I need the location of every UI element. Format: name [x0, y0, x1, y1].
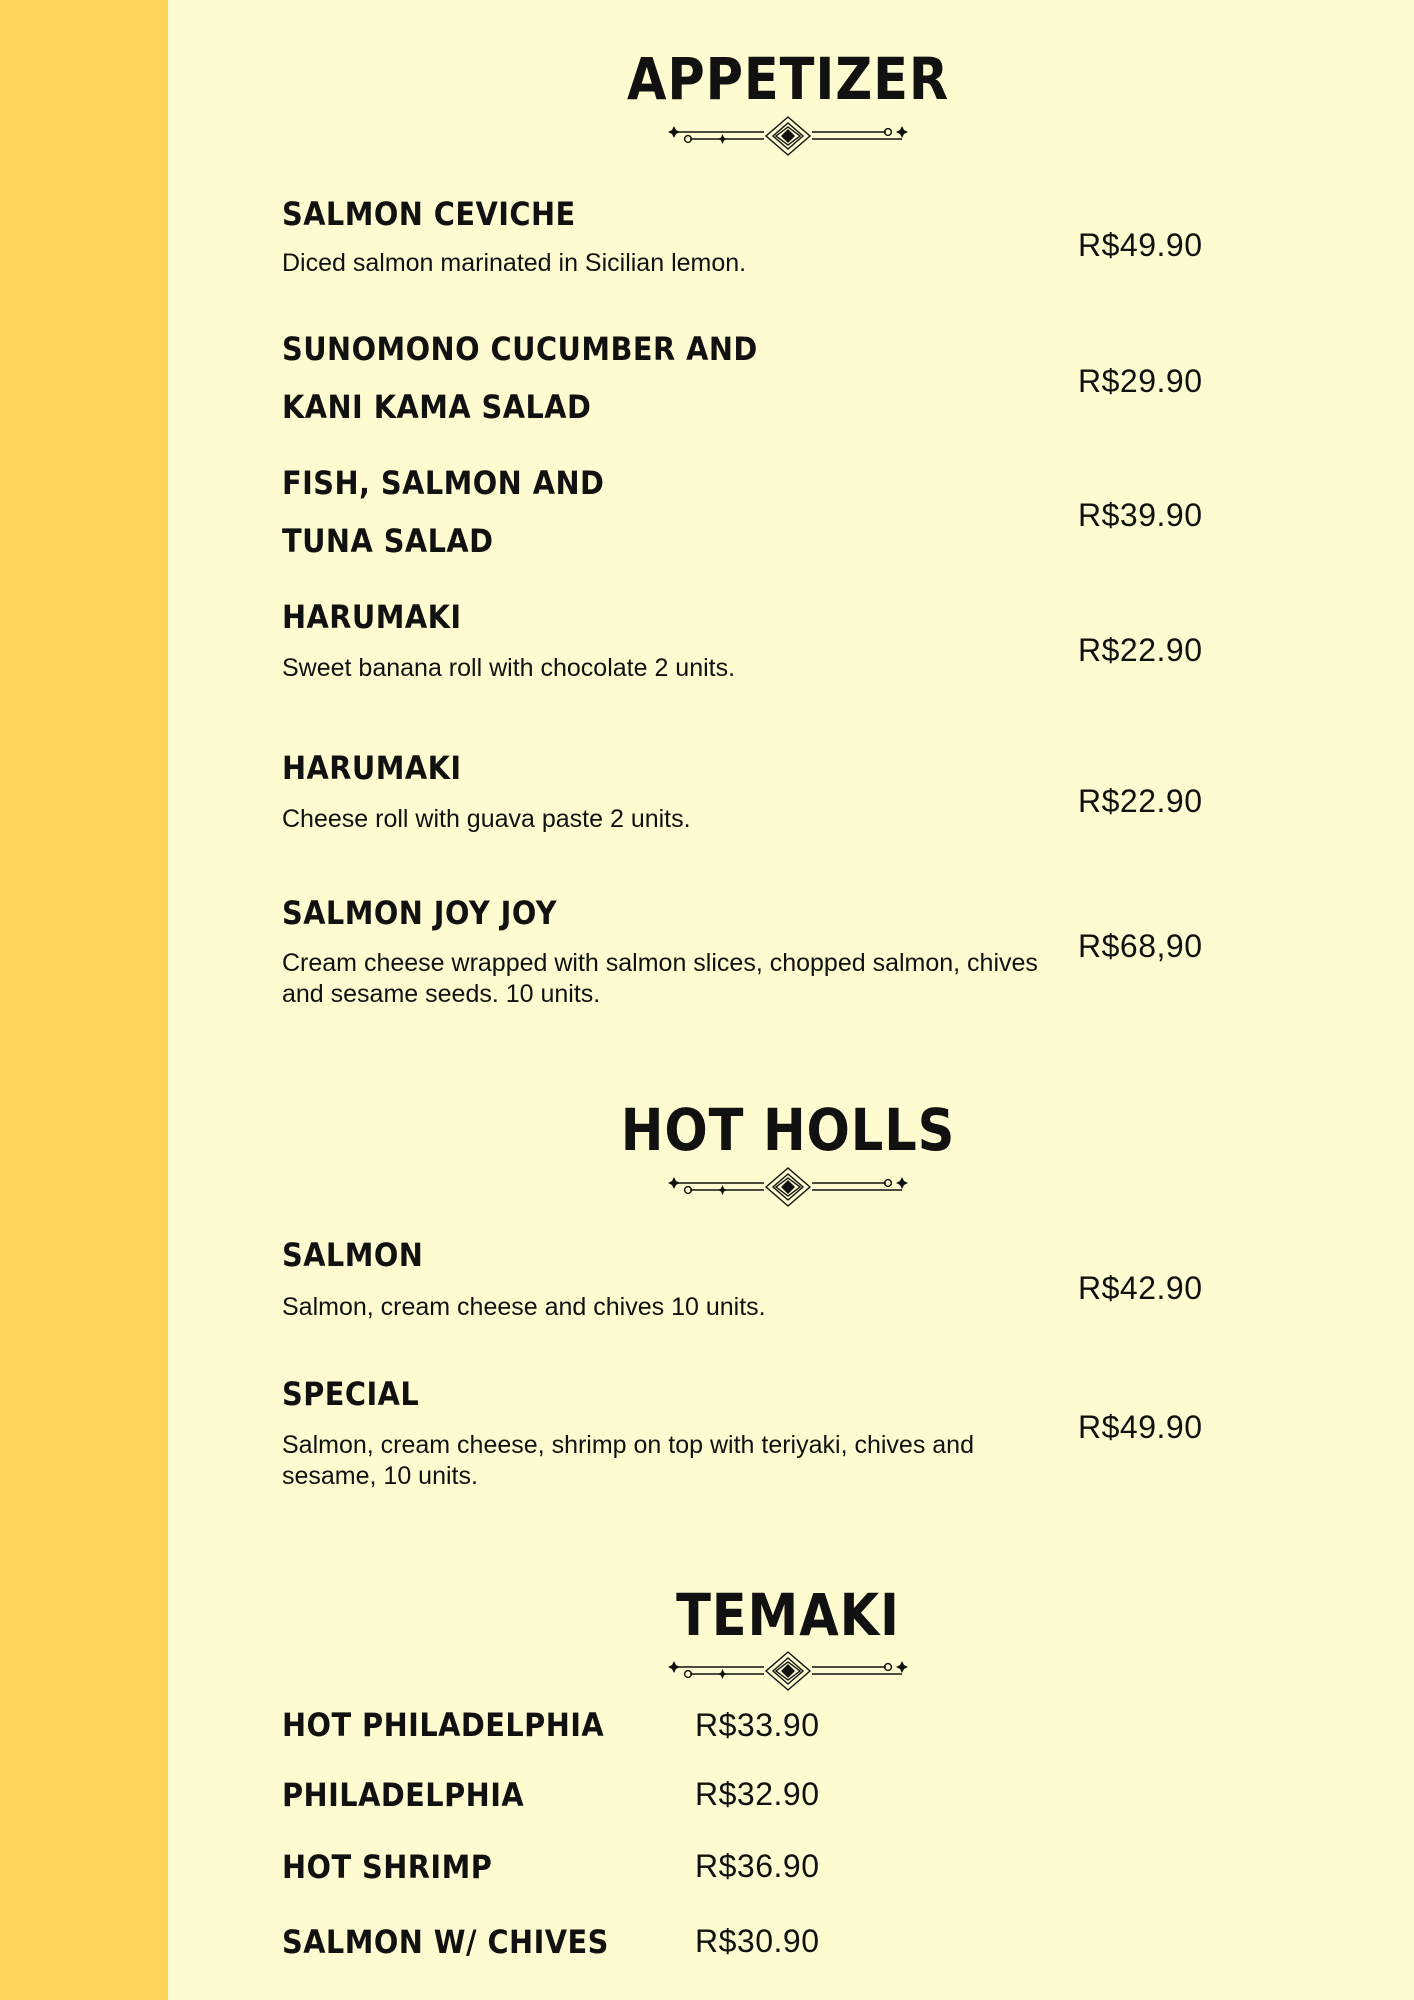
- menu-item-description: Cream cheese wrapped with salmon slices, chopped salmon, chives and sesame seeds. 10 units.: [282, 949, 1038, 1008]
- menu-item-price: R$49.90: [1078, 227, 1203, 263]
- menu-item-name: FISH, SALMON AND TUNA SALAD: [282, 464, 605, 560]
- temaki-item-name: HOT PHILADELPHIA: [282, 1706, 605, 1744]
- menu-item-price: R$22.90: [1078, 632, 1203, 668]
- temaki-item-price: R$36.90: [695, 1848, 820, 1884]
- temaki-item-price: R$32.90: [695, 1776, 820, 1812]
- temaki-item-price: R$30.90: [695, 1923, 820, 1959]
- section-title-temaki: TEMAKI: [676, 1581, 900, 1649]
- temaki-item-price: R$33.90: [695, 1707, 820, 1743]
- menu-item-name: HARUMAKI: [282, 749, 462, 787]
- menu-item-name: SALMON CEVICHE: [282, 195, 576, 233]
- menu-item-name: SALMON: [282, 1236, 424, 1274]
- menu-item-name: SPECIAL: [282, 1375, 420, 1413]
- menu-item-name: SALMON JOY JOY: [282, 894, 558, 932]
- ornament-divider-icon: [660, 1165, 916, 1209]
- menu-item-description: Salmon, cream cheese and chives 10 units.: [282, 1293, 766, 1321]
- ornament-divider-icon: [660, 114, 916, 158]
- temaki-item-name: PHILADELPHIA: [282, 1776, 525, 1814]
- ornament-divider-icon: [660, 1649, 916, 1693]
- menu-item-description: Sweet banana roll with chocolate 2 units.: [282, 654, 736, 682]
- menu-item-price: R$22.90: [1078, 783, 1203, 819]
- menu-item-name: SUNOMONO CUCUMBER AND KANI KAMA SALAD: [282, 330, 758, 426]
- temaki-item-name: SALMON W/ CHIVES: [282, 1923, 609, 1961]
- menu-item-name: HARUMAKI: [282, 598, 462, 636]
- sidebar-stripe: [0, 0, 168, 2000]
- menu-item-description: Diced salmon marinated in Sicilian lemon.: [282, 249, 747, 277]
- temaki-item-name: HOT SHRIMP: [282, 1848, 493, 1886]
- menu-item-price: R$49.90: [1078, 1409, 1203, 1445]
- section-title-appetizer: APPETIZER: [626, 45, 950, 113]
- menu-item-price: R$39.90: [1078, 497, 1203, 533]
- menu-item-price: R$68,90: [1078, 928, 1203, 964]
- menu-item-price: R$29.90: [1078, 363, 1203, 399]
- section-title-hot-rolls: HOT HOLLS: [620, 1096, 956, 1164]
- menu-item-description: Salmon, cream cheese, shrimp on top with teriyaki, chives and sesame, 10 units.: [282, 1431, 974, 1490]
- menu-item-price: R$42.90: [1078, 1270, 1203, 1306]
- menu-item-description: Cheese roll with guava paste 2 units.: [282, 805, 691, 833]
